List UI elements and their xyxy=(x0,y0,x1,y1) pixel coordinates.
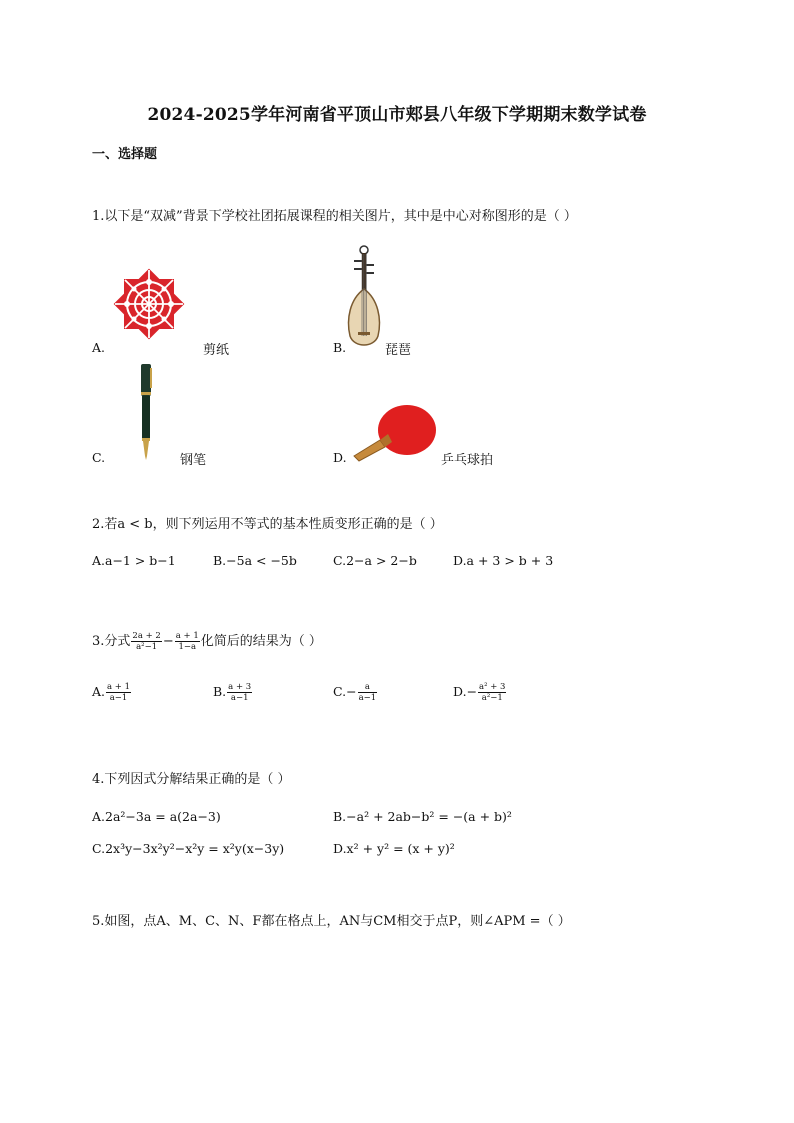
q1-option-a-caption: 剪纸 xyxy=(203,343,230,358)
q3-option-b-numerator: a + 3 xyxy=(228,682,252,692)
q3-fraction-1-numerator: 2a + 2 xyxy=(132,631,161,641)
q1-option-c-caption: 钢笔 xyxy=(180,453,207,468)
q3-option-d-fraction xyxy=(478,682,506,703)
q2-option-a: A.a−1 > b−1 xyxy=(92,553,176,568)
question-4-stem: 4.下列因式分解结果正确的是（ ） xyxy=(92,772,291,787)
question-5-stem: 5.如图，点A、M、C、N、F都在格点上，AN与CM相交于点P，则∠APM =（ ） xyxy=(92,914,571,929)
q3-option-a-numerator: a + 1 xyxy=(107,682,131,692)
q3-option-b-denominator: a−1 xyxy=(230,693,249,703)
pipa-icon xyxy=(344,244,384,354)
q3-option-c-numerator: a xyxy=(358,682,378,693)
question-2-stem: 2.若a < b，则下列运用不等式的基本性质变形正确的是（ ） xyxy=(92,517,443,532)
question-3-stem xyxy=(92,630,322,652)
q3-option-d xyxy=(453,682,507,703)
fountain-pen-icon xyxy=(138,362,154,462)
q1-option-a-letter: A. xyxy=(92,340,106,355)
q3-option-c xyxy=(333,682,378,703)
q3-option-c-label: C. xyxy=(333,684,347,699)
q1-option-b-letter: B. xyxy=(333,340,347,355)
q3-fraction-1-denominator: a²−1 xyxy=(136,642,158,652)
q3-option-b xyxy=(213,682,253,703)
q3-option-b-label: B. xyxy=(213,684,227,699)
q3-fraction-2 xyxy=(175,631,200,652)
q3-option-d-numerator: a² + 3 xyxy=(479,682,506,692)
ping-pong-paddle-icon xyxy=(350,404,438,464)
q2-option-b: B.−5a < −5b xyxy=(213,553,297,568)
q1-option-d-letter: D. xyxy=(333,450,347,465)
q3-option-a xyxy=(92,682,132,703)
q3-fraction-2-denominator: 1−a xyxy=(178,642,197,652)
page-title: 2024-2025学年河南省平顶山市郏县八年级下学期期末数学试卷 xyxy=(147,105,647,125)
q3-option-a-denominator: a−1 xyxy=(109,693,128,703)
q3-option-d-sign: − xyxy=(466,684,478,699)
q3-option-c-sign: − xyxy=(346,684,357,699)
q3-option-a-label: A. xyxy=(92,684,106,699)
q3-option-a-fraction xyxy=(106,682,131,703)
q3-minus-sign: − xyxy=(162,634,174,649)
q3-stem-prefix: 3.分式 xyxy=(92,634,131,649)
q3-option-d-label: D. xyxy=(453,684,467,699)
q3-option-d-denominator: a²−1 xyxy=(481,693,503,703)
question-1-stem: 1.以下是“双减”背景下学校社团拓展课程的相关图片，其中是中心对称图形的是（ ） xyxy=(92,209,577,224)
q2-option-c: C.2−a > 2−b xyxy=(333,553,417,568)
q1-option-d-caption: 乒乓球拍 xyxy=(441,453,494,468)
q3-option-c-fraction xyxy=(358,682,378,703)
q3-fraction-2-numerator: a + 1 xyxy=(175,631,199,641)
q4-option-d: D.x² + y² = (x + y)² xyxy=(333,841,455,856)
q3-fraction-1 xyxy=(131,631,161,652)
q4-option-c: C.2x³y−3x²y²−x²y = x²y(x−3y) xyxy=(92,841,285,856)
q3-option-c-denominator: a−1 xyxy=(358,693,377,703)
q4-option-b: B.−a² + 2ab−b² = −(a + b)² xyxy=(333,809,512,824)
section-heading: 一、选择题 xyxy=(92,147,158,162)
q1-option-b-caption: 琵琶 xyxy=(385,343,412,358)
q2-option-d: D.a + 3 > b + 3 xyxy=(453,553,554,568)
q3-option-b-fraction xyxy=(227,682,252,703)
q3-stem-suffix: 化简后的结果为（ ） xyxy=(200,634,322,649)
q1-option-c-letter: C. xyxy=(92,450,106,465)
paper-cut-icon xyxy=(107,262,191,346)
q4-option-a: A.2a²−3a = a(2a−3) xyxy=(92,809,221,824)
